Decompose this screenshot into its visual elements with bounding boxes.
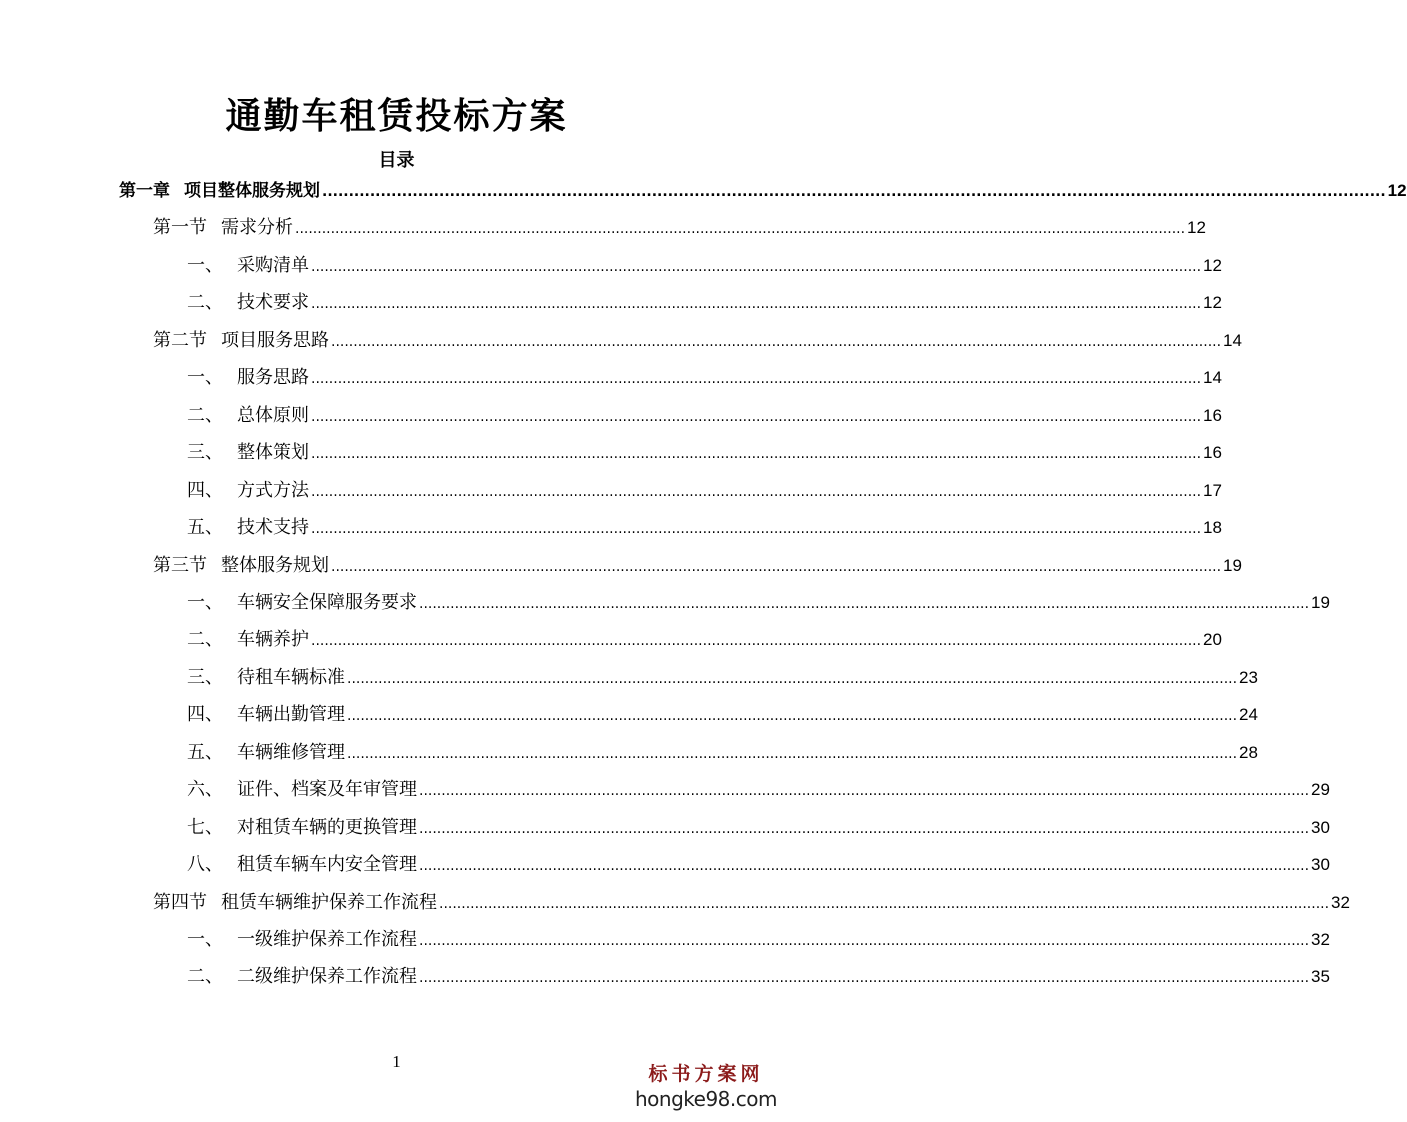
dot-leader: ........................................................................................................................................................................................................ [347, 708, 1238, 725]
dot-leader: ........................................................................................................................................................................................................ [311, 483, 1202, 500]
toc-entry-label [187, 738, 345, 768]
dot-leader: ........................................................................................................................................................................................................ [331, 558, 1222, 575]
toc-entry-text: 一级维护保养工作流程 [237, 929, 417, 950]
toc-entry-text: 租赁车辆车内安全管理 [237, 854, 417, 876]
toc-entry-page: 23 [1239, 667, 1258, 687]
toc-entry-page: 32 [1331, 892, 1350, 912]
toc-entry-page: 29 [1311, 780, 1330, 800]
toc-entry-number: 第一节 [153, 217, 207, 239]
toc-entry-page: 12 [1203, 255, 1222, 275]
toc-entry-label [187, 850, 417, 880]
dot-leader: ........................................................................................................................................................................................................ [311, 408, 1202, 425]
toc-subsection-entry[interactable] [187, 476, 1222, 506]
toc-entry-text: 方式方法 [237, 479, 309, 501]
toc-subsection-entry[interactable] [187, 513, 1222, 543]
dot-leader: ........................................................................................................................................................................................................ [419, 820, 1310, 837]
toc-entry-page: 30 [1311, 855, 1330, 875]
dot-leader: ........................................................................................................................................................................................................ [295, 221, 1186, 238]
toc-subsection-entry[interactable] [187, 401, 1222, 431]
watermark-name: 标书方案网 [648, 1063, 764, 1085]
toc-entry-text: 车辆养护 [237, 629, 309, 651]
toc-section-entry[interactable] [153, 213, 1206, 243]
toc-entry-label [187, 925, 417, 955]
toc-entry-page: 30 [1311, 817, 1330, 837]
toc-subsection-entry[interactable] [187, 813, 1330, 843]
toc-entry-text: 二级维护保养工作流程 [237, 966, 417, 988]
dot-leader: ........................................................................................................................................................................................................ [311, 633, 1202, 650]
toc-entry-page: 32 [1311, 930, 1330, 949]
toc-entry-text: 项目整体服务规划 [184, 181, 320, 201]
dot-leader: ........................................................................................................................................................................................................ [311, 258, 1202, 275]
toc-section-entry[interactable] [153, 888, 1350, 918]
toc-entry-label [187, 588, 417, 618]
toc-entry-number: 四、 [187, 479, 223, 501]
toc-subsection-entry[interactable] [187, 363, 1222, 393]
toc-entry-text: 车辆安全保障服务要求 [237, 591, 417, 613]
toc-entry-number: 三、 [187, 442, 223, 464]
toc-entry-text: 整体服务规划 [221, 554, 329, 576]
toc-entry-page: 12 [1187, 218, 1206, 238]
toc-entry-number: 五、 [187, 741, 223, 763]
toc-entry-label [187, 663, 345, 693]
toc-entry-text: 车辆出勤管理 [237, 704, 345, 726]
toc-entry-label [187, 962, 417, 992]
toc-subsection-entry[interactable] [187, 850, 1330, 880]
toc-entry-label [187, 363, 309, 393]
toc-entry-number: 四、 [187, 704, 223, 726]
toc-subsection-entry[interactable] [187, 251, 1222, 281]
dot-leader: ........................................................................................................................................................................................................ [347, 745, 1238, 762]
toc-entry-label [187, 438, 309, 468]
dot-leader: ........................................................................................................................................................................................................ [311, 296, 1202, 313]
toc-subsection-entry[interactable] [187, 700, 1258, 730]
toc-entry-number: 八、 [187, 854, 223, 876]
toc-section-entry[interactable] [153, 326, 1242, 356]
toc-entry-page: 19 [1311, 592, 1330, 612]
watermark-logo [631, 1062, 781, 1112]
toc-entry-number: 一、 [187, 367, 223, 389]
toc-subsection-entry[interactable] [187, 588, 1330, 618]
toc-entry-number: 六、 [187, 779, 223, 801]
toc-entry-number: 第四节 [153, 891, 207, 913]
toc-entry-number: 二、 [187, 966, 223, 988]
dot-leader: ........................................................................................................................................................................................................ [311, 371, 1202, 388]
toc-entry-page: 16 [1203, 443, 1222, 463]
toc-subsection-entry[interactable] [187, 925, 1330, 955]
dot-leader: ........................................................................................................................................................................................................ [439, 895, 1330, 912]
toc-entry-label [153, 213, 293, 243]
toc-entry-label [187, 401, 309, 431]
dot-leader: ........................................................................................................................................................................................................ [419, 783, 1310, 800]
toc-entry-number: 第一章 [119, 181, 170, 201]
toc-entry-page: 14 [1203, 368, 1222, 388]
toc-entry-label [187, 813, 417, 843]
toc-entry-page: 18 [1203, 518, 1222, 538]
toc-entry-text: 租赁车辆维护保养工作流程 [221, 891, 437, 913]
toc-entry-page: 14 [1223, 330, 1242, 350]
toc-entry-number: 七、 [187, 816, 223, 838]
toc-entry-text: 证件、档案及年审管理 [237, 779, 417, 801]
toc-entry-number: 二、 [187, 404, 223, 426]
toc-entry-label [187, 513, 309, 543]
toc-entry-page: 20 [1203, 630, 1222, 650]
toc-entry-label [153, 326, 329, 356]
toc-entry-label [187, 625, 309, 655]
toc-entry-text: 项目服务思路 [221, 329, 329, 351]
toc-entry-page: 28 [1239, 742, 1258, 762]
toc-entry-label [187, 775, 417, 805]
toc-heading: 目录 [378, 150, 415, 171]
toc-entry-text: 总体原则 [237, 404, 309, 426]
dot-leader: ........................................................................................................................................................................................................ [311, 521, 1202, 538]
toc-entry-label [187, 700, 345, 730]
toc-entry-label [187, 476, 309, 506]
dot-leader: ........................................................................................................................................................................................................ [311, 446, 1202, 463]
toc-entry-text: 待租车辆标准 [237, 666, 345, 688]
toc-entry-text: 技术支持 [237, 517, 309, 539]
toc-entry-page: 19 [1223, 555, 1242, 575]
toc-entry-number: 五、 [187, 517, 223, 539]
toc-entry-text: 采购清单 [237, 254, 309, 276]
toc-subsection-entry[interactable] [187, 738, 1258, 768]
toc-entry-text: 整体策划 [237, 442, 309, 464]
toc-entry-label [187, 251, 309, 281]
dot-leader: ........................................................................................................................................................................................................ [347, 670, 1238, 687]
toc-entry-number: 二、 [187, 629, 223, 651]
toc-entry-number: 第二节 [153, 329, 207, 351]
toc-chapter-entry[interactable] [119, 176, 1407, 206]
toc-entry-text: 需求分析 [221, 217, 293, 239]
dot-leader: ........................................................................................................................................................................................................ [331, 333, 1222, 350]
toc-entry-number: 一、 [187, 929, 223, 950]
dot-leader: ........................................................................................................................................................................................................ [419, 970, 1310, 987]
toc-entry-text: 服务思路 [237, 367, 309, 389]
toc-entry-page: 12 [1387, 181, 1407, 200]
dot-leader: ........................................................................................................................................................................................................ [419, 933, 1310, 949]
toc-entry-page: 24 [1239, 705, 1258, 725]
toc-entry-page: 12 [1203, 293, 1222, 313]
watermark-url: hongke98.com [635, 1087, 777, 1111]
toc-entry-number: 一、 [187, 591, 223, 613]
toc-entry-number: 一、 [187, 254, 223, 276]
toc-entry-label [119, 176, 320, 206]
toc-subsection-entry[interactable] [187, 288, 1222, 318]
toc-entry-page: 17 [1203, 480, 1222, 500]
toc-subsection-entry[interactable] [187, 775, 1330, 805]
toc-subsection-entry[interactable] [187, 625, 1222, 655]
toc-entry-number: 二、 [187, 292, 223, 314]
page-number: 1 [392, 1052, 401, 1071]
toc-entry-number: 三、 [187, 666, 223, 688]
dot-leader: ........................................................................................................................................................................................................ [419, 858, 1310, 875]
toc-entry-label [153, 888, 437, 918]
toc-entry-number: 第三节 [153, 554, 207, 576]
toc-subsection-entry[interactable] [187, 663, 1258, 693]
toc-section-entry[interactable] [153, 551, 1242, 581]
toc-entry-text: 对租赁车辆的更换管理 [237, 816, 417, 838]
dot-leader: ........................................................................................................................................................................................................ [419, 595, 1310, 612]
toc-entry-page: 35 [1311, 967, 1330, 987]
toc-entry-text: 车辆维修管理 [237, 741, 345, 763]
dot-leader: ........................................................................................................................................................................................................ [322, 184, 1386, 200]
document-title: 通勤车租赁投标方案 [225, 95, 568, 137]
toc-entry-label [153, 551, 329, 581]
toc-subsection-entry[interactable] [187, 962, 1330, 992]
toc-subsection-entry[interactable] [187, 438, 1222, 468]
toc-entry-page: 16 [1203, 405, 1222, 425]
toc-entry-text: 技术要求 [237, 292, 309, 314]
toc-entry-label [187, 288, 309, 318]
